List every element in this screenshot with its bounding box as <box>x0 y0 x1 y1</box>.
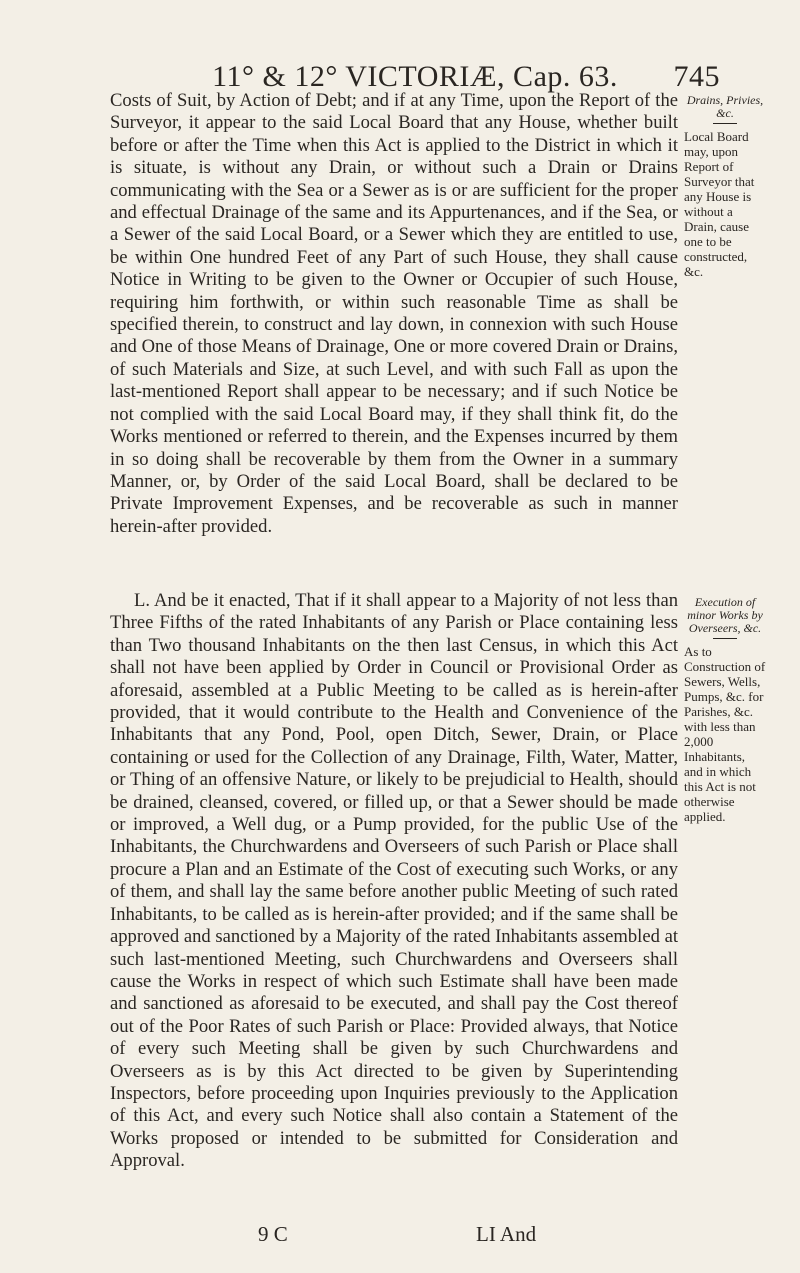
margin-note-text: As to Construction of Sewers, Wells, Pumps, &c. for Parishes, &c. with less than 2,000 Inhabitants, and in which this Act is not otherwise applied. <box>684 644 766 824</box>
paragraph-text: Costs of Suit, by Action of Debt; and if at any Time, upon the Report of the Surveyor, it appear to the said Local Board that any House, whether built before or after the Time when this Act is applied to the District in which it is situate, is without any Drain, or without such a Drain or Drains communicating with the Sea or a Sewer as is or are sufficient for the proper and effectual Drainage of the same and its Appurtenances, and if the Sea, or a Sewer of the said Local Board, or a Sewer which they are entitled to use, be within One hundred Feet of any Part of such House, they shall cause Notice in Writing to be given to the Owner or Occupier of such House, requiring him forthwith, or within such reasonable Time as shall be specified therein, to construct and lay down, in connexion with such House and One of those Means of Drainage, One or more covered Drain or Drains, of such Materials and Size, at such Level, and with such Fall as upon the last-mentioned Report shall appear to be necessary; and if such Notice be not complied with the said Local Board may, if they shall think fit, do the Works mentioned or referred to therein, and the Expenses incurred by them in so doing shall be recoverable by them from the Owner in a summary Manner, or, by Order of the said Local Board, shall be declared to be Private Improvement Expenses, and be recoverable as such in manner herein-after provided. <box>110 90 678 537</box>
margin-note-heading: Drains, Privies, &c. <box>686 93 764 120</box>
paragraph-text: L. And be it enacted, That if it shall appear to a Majority of not less than Three Fifths of the rated Inhabitants of any Parish or Place containing less than Two thousand Inhabitants on the then last Census, in which this Act shall not have been applied by Order in Council or Provisional Order as aforesaid, assembled at a Public Meeting to be called as is herein-after provided, that it would contribute to the Health and Convenience of the Inhabitants that any Pond, Pool, open Ditch, Sewer, Drain, or Place containing or used for the Collection of any Drainage, Filth, Water, Matter, or Thing of an offensive Nature, or likely to be prejudicial to Health, should be drained, cleansed, covered, or filled up, or that a Sewer should be made or improved, a Well dug, or a Pump provided, for the public Use of the Inhabitants, the Churchwardens and Overseers of such Parish or Place shall procure a Plan and an Estimate of the Cost of executing such Works, or any of them, and shall lay the same before another public Meeting of such rated Inhabitants, to be called as is herein-after provided; and if the same shall be approved and sanctioned by a Majority of the rated Inhabitants assembled at such last-mentioned Meeting, such Churchwardens and Overseers shall cause the Works in respect of which such Estimate shall have been made and sanctioned as aforesaid to be executed, and shall pay the Cost thereof out of the Poor Rates of such Parish or Place: Provided always, that Notice of every such Meeting shall be given by such Churchwardens and Overseers as is by this Act directed to be given by Superintending Inspectors, before proceeding upon Inquiries previously to the Application of this Act, and every such Notice shall also contain a Statement of the Works proposed or intended to be submitted for Consideration and Approval. <box>110 590 678 1172</box>
margin-note-drains <box>684 94 766 279</box>
catchword: LI And <box>476 1222 537 1246</box>
margin-note-minor-works <box>684 596 766 824</box>
margin-note-divider <box>713 123 737 124</box>
margin-note-heading: Execution of minor Works by Overseers, &c. <box>687 595 763 635</box>
signature-mark: 9 C <box>258 1222 288 1246</box>
page-number: 745 <box>673 60 720 93</box>
section-paragraph-continued <box>110 90 678 538</box>
running-title: 11° & 12° VICTORIÆ, Cap. 63. <box>212 60 618 93</box>
section-L-paragraph <box>110 590 678 1173</box>
margin-note-text: Local Board may, upon Report of Surveyor that any House is without a Drain, cause one to be constructed, &c. <box>684 129 755 279</box>
margin-note-divider <box>713 638 737 639</box>
page-footer <box>110 1222 670 1252</box>
